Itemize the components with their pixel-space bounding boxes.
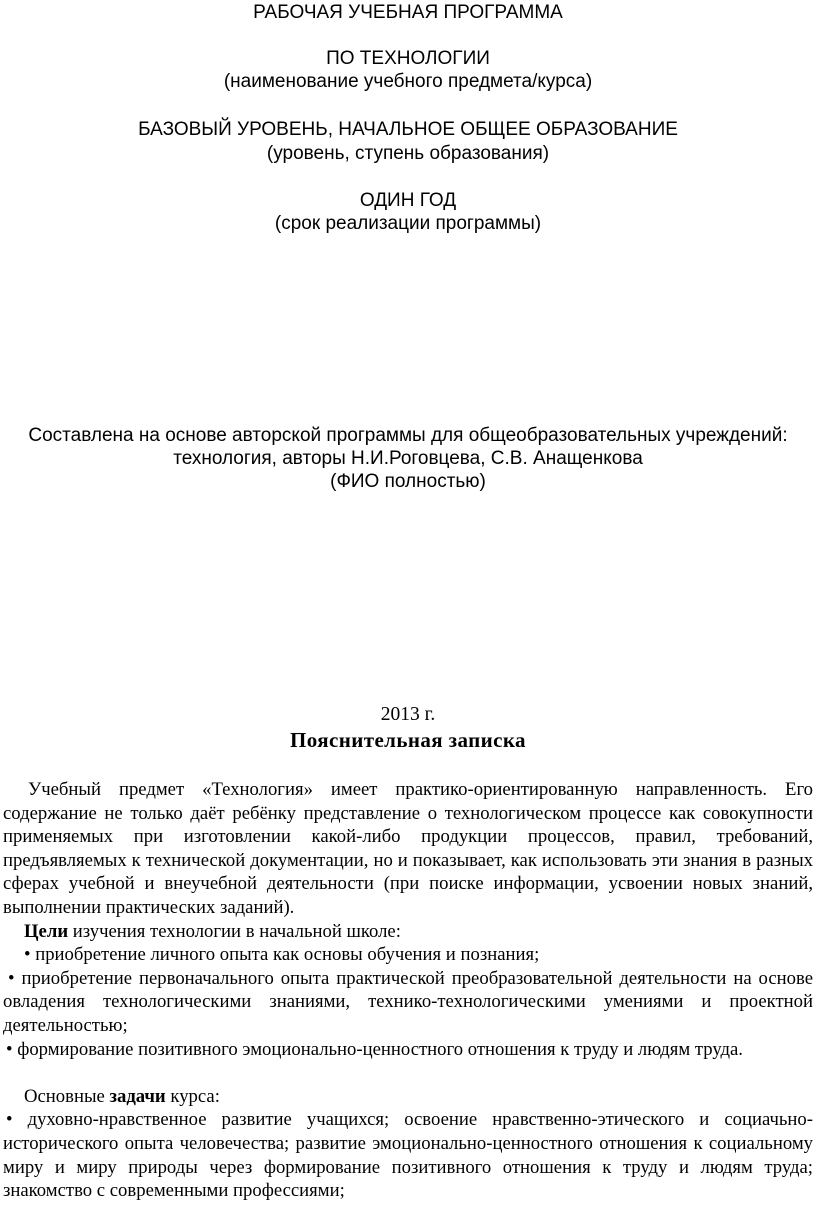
task-item: • духовно-нравственное развитие учащихся; освоение нравственно-этического и социачьно-исторического опыта человечества; развитие эмоционально-ценностного отношения к социальному миру и миру природы через формирование позитивного отношения к труду и людям труда; знакомство с современными профессиями; [3, 1109, 813, 1202]
basis-caption: (ФИО полностью) [330, 471, 486, 492]
goal-item: • приобретение личного опыта как основы обучения и познания; [24, 944, 540, 966]
subject-name: ПО ТЕХНОЛОГИИ [326, 48, 490, 69]
goals-intro-text: изучения технологии в начальной школе: [68, 920, 401, 942]
intro-paragraph: Учебный предмет «Технология» имеет практико-ориентированную направленность. Его содержание не только даёт ребёнку представление о технологическом процессе как совокупности применяемых при изготовлении какой-либо продукции процессов, правил, требований, предъявляемых к технической документации, но и показывает, как использовать эти знания в разных сферах учебной и внеучебной деятельности (при поиске информации, усвоении новых знаний, выполнении практических заданий). [3, 779, 813, 918]
tasks-label: задачи [109, 1085, 166, 1107]
goal-item: • приобретение первоначального опыта практической преобразовательной деятельности на основе овладения технологическими знаниями, технико-технологическими умениями и проектной деятельностью; [3, 967, 813, 1036]
education-level: БАЗОВЫЙ УРОВЕНЬ, НАЧАЛЬНОЕ ОБЩЕЕ ОБРАЗОВАНИЕ [138, 119, 678, 140]
year: 2013 г. [380, 704, 436, 725]
section-heading: Пояснительная записка [290, 728, 526, 752]
goals-intro [3, 920, 813, 944]
tasks-intro [3, 1085, 813, 1109]
basis-line-1: Составлена на основе авторской программы для общеобразовательных учреждений: [28, 425, 788, 446]
goal-item: • формирование позитивного эмоционально-ценностного отношения к труду и людям труда. [6, 1038, 743, 1060]
program-title: РАБОЧАЯ УЧЕБНАЯ ПРОГРАММА [253, 2, 563, 23]
explanatory-note [3, 778, 813, 1203]
tasks-intro-pre: Основные [24, 1085, 110, 1107]
education-level-caption: (уровень, ступень образования) [266, 143, 550, 164]
program-term: ОДИН ГОД [359, 190, 457, 211]
goals-label: Цели [24, 920, 69, 942]
tasks-intro-post: курса: [165, 1085, 220, 1107]
basis-line-2: технология, авторы Н.И.Роговцева, С.В. Анащенкова [173, 448, 643, 469]
program-term-caption: (срок реализации программы) [274, 213, 542, 234]
subject-caption: (наименование учебного предмета/курса) [223, 71, 593, 92]
